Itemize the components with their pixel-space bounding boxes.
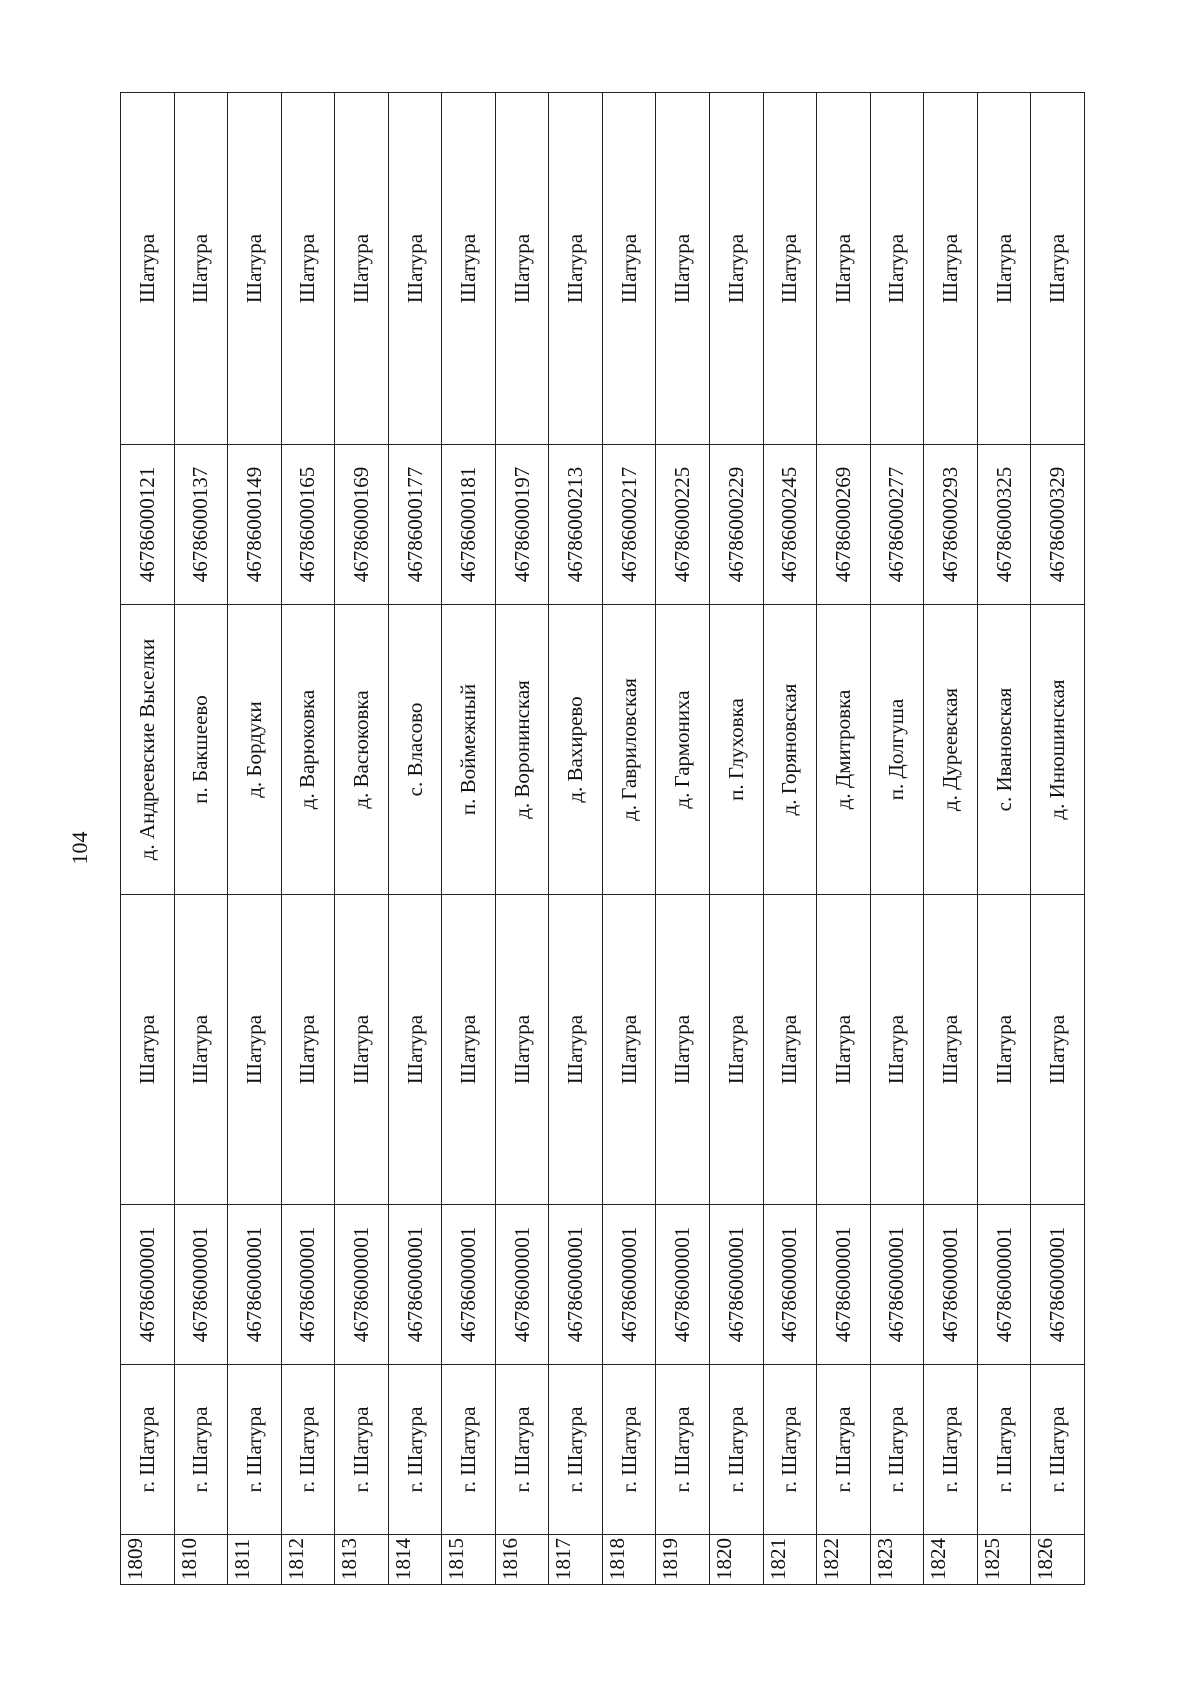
city-cell: г. Шатура	[924, 1365, 978, 1535]
place-cell: п. Глуховка	[710, 605, 764, 895]
code-cell: 46786000001	[442, 1205, 496, 1365]
city-cell: г. Шатура	[710, 1365, 764, 1535]
settlement-cell: Шатура	[656, 93, 710, 445]
city-cell: г. Шатура	[602, 1365, 656, 1535]
settlement-cell: Шатура	[1031, 93, 1085, 445]
code-cell: 46786000001	[281, 1205, 335, 1365]
place-code-cell: 46786000329	[1031, 445, 1085, 605]
code-cell: 46786000001	[710, 1205, 764, 1365]
table-row	[388, 93, 442, 1585]
place-code-cell: 46786000137	[174, 445, 228, 605]
city-cell: г. Шатура	[656, 1365, 710, 1535]
code-cell: 46786000001	[977, 1205, 1031, 1365]
settlement-cell: Шатура	[335, 895, 389, 1205]
city-cell: г. Шатура	[495, 1365, 549, 1535]
place-cell: с. Власово	[388, 605, 442, 895]
settlement-cell: Шатура	[870, 895, 924, 1205]
settlement-cell: Шатура	[710, 895, 764, 1205]
city-cell: г. Шатура	[121, 1365, 175, 1535]
place-code-cell: 46786000213	[549, 445, 603, 605]
row-number: 1826	[1031, 1535, 1085, 1585]
table-row	[870, 93, 924, 1585]
place-code-cell: 46786000165	[281, 445, 335, 605]
settlement-cell: Шатура	[549, 93, 603, 445]
settlement-cell: Шатура	[495, 93, 549, 445]
row-number: 1822	[817, 1535, 871, 1585]
place-code-cell: 46786000277	[870, 445, 924, 605]
code-cell: 46786000001	[924, 1205, 978, 1365]
settlement-cell: Шатура	[817, 895, 871, 1205]
place-code-cell: 46786000325	[977, 445, 1031, 605]
table-row	[442, 93, 496, 1585]
table-row	[174, 93, 228, 1585]
settlement-cell: Шатура	[549, 895, 603, 1205]
table-row	[656, 93, 710, 1585]
code-cell: 46786000001	[228, 1205, 282, 1365]
settlement-cell: Шатура	[817, 93, 871, 445]
table-row	[977, 93, 1031, 1585]
code-cell: 46786000001	[495, 1205, 549, 1365]
row-number: 1824	[924, 1535, 978, 1585]
table-row	[924, 93, 978, 1585]
code-cell: 46786000001	[656, 1205, 710, 1365]
row-number: 1818	[602, 1535, 656, 1585]
place-code-cell: 46786000149	[228, 445, 282, 605]
city-cell: г. Шатура	[388, 1365, 442, 1535]
rotated-table	[120, 93, 1085, 1585]
settlement-cell: Шатура	[924, 895, 978, 1205]
table-row	[817, 93, 871, 1585]
place-cell: д. Гармониха	[656, 605, 710, 895]
settlements-table	[120, 92, 1085, 1585]
settlement-cell: Шатура	[174, 93, 228, 445]
code-cell: 46786000001	[1031, 1205, 1085, 1365]
place-cell: п. Бакшеево	[174, 605, 228, 895]
settlement-cell: Шатура	[763, 93, 817, 445]
row-number: 1815	[442, 1535, 496, 1585]
city-cell: г. Шатура	[1031, 1365, 1085, 1535]
code-cell: 46786000001	[121, 1205, 175, 1365]
table-row	[763, 93, 817, 1585]
settlement-cell: Шатура	[602, 93, 656, 445]
row-number: 1820	[710, 1535, 764, 1585]
place-cell: д. Андреевские Выселки	[121, 605, 175, 895]
place-cell: д. Горяновская	[763, 605, 817, 895]
table-row	[228, 93, 282, 1585]
row-number: 1821	[763, 1535, 817, 1585]
row-number: 1816	[495, 1535, 549, 1585]
place-code-cell: 46786000121	[121, 445, 175, 605]
row-number: 1810	[174, 1535, 228, 1585]
settlement-cell: Шатура	[977, 93, 1031, 445]
place-cell: д. Воронинская	[495, 605, 549, 895]
row-number: 1817	[549, 1535, 603, 1585]
city-cell: г. Шатура	[870, 1365, 924, 1535]
table-row	[1031, 93, 1085, 1585]
table-body	[121, 93, 1085, 1585]
city-cell: г. Шатура	[174, 1365, 228, 1535]
place-code-cell: 46786000181	[442, 445, 496, 605]
city-cell: г. Шатура	[549, 1365, 603, 1535]
row-number: 1814	[388, 1535, 442, 1585]
city-cell: г. Шатура	[817, 1365, 871, 1535]
place-code-cell: 46786000229	[710, 445, 764, 605]
table-row	[495, 93, 549, 1585]
page-number: 104	[67, 831, 92, 865]
place-cell: д. Варюковка	[281, 605, 335, 895]
settlement-cell: Шатура	[335, 93, 389, 445]
place-cell: д. Инюшинская	[1031, 605, 1085, 895]
table-row	[281, 93, 335, 1585]
place-code-cell: 46786000269	[817, 445, 871, 605]
settlement-cell: Шатура	[442, 895, 496, 1205]
city-cell: г. Шатура	[281, 1365, 335, 1535]
settlement-cell: Шатура	[228, 93, 282, 445]
code-cell: 46786000001	[549, 1205, 603, 1365]
settlement-cell: Шатура	[656, 895, 710, 1205]
place-cell: п. Долгуша	[870, 605, 924, 895]
settlement-cell: Шатура	[763, 895, 817, 1205]
code-cell: 46786000001	[870, 1205, 924, 1365]
code-cell: 46786000001	[335, 1205, 389, 1365]
row-number: 1812	[281, 1535, 335, 1585]
city-cell: г. Шатура	[977, 1365, 1031, 1535]
table-row	[602, 93, 656, 1585]
code-cell: 46786000001	[174, 1205, 228, 1365]
settlement-cell: Шатура	[710, 93, 764, 445]
settlement-cell: Шатура	[388, 93, 442, 445]
settlement-cell: Шатура	[495, 895, 549, 1205]
settlement-cell: Шатура	[924, 93, 978, 445]
place-cell: п. Воймежный	[442, 605, 496, 895]
place-code-cell: 46786000197	[495, 445, 549, 605]
place-code-cell: 46786000177	[388, 445, 442, 605]
settlement-cell: Шатура	[121, 895, 175, 1205]
settlement-cell: Шатура	[977, 895, 1031, 1205]
row-number: 1811	[228, 1535, 282, 1585]
code-cell: 46786000001	[817, 1205, 871, 1365]
city-cell: г. Шатура	[228, 1365, 282, 1535]
settlement-cell: Шатура	[602, 895, 656, 1205]
place-cell: д. Дуреевская	[924, 605, 978, 895]
row-number: 1809	[121, 1535, 175, 1585]
table-row	[710, 93, 764, 1585]
table-row	[549, 93, 603, 1585]
place-code-cell: 46786000225	[656, 445, 710, 605]
table-row	[121, 93, 175, 1585]
row-number: 1813	[335, 1535, 389, 1585]
settlement-cell: Шатура	[1031, 895, 1085, 1205]
code-cell: 46786000001	[388, 1205, 442, 1365]
settlement-cell: Шатура	[281, 895, 335, 1205]
row-number: 1825	[977, 1535, 1031, 1585]
city-cell: г. Шатура	[442, 1365, 496, 1535]
settlement-cell: Шатура	[121, 93, 175, 445]
place-cell: д. Дмитровка	[817, 605, 871, 895]
settlement-cell: Шатура	[228, 895, 282, 1205]
code-cell: 46786000001	[602, 1205, 656, 1365]
city-cell: г. Шатура	[763, 1365, 817, 1535]
settlement-cell: Шатура	[174, 895, 228, 1205]
place-cell: д. Вахирево	[549, 605, 603, 895]
settlement-cell: Шатура	[870, 93, 924, 445]
place-cell: д. Гавриловская	[602, 605, 656, 895]
city-cell: г. Шатура	[335, 1365, 389, 1535]
place-code-cell: 46786000217	[602, 445, 656, 605]
settlement-cell: Шатура	[442, 93, 496, 445]
place-code-cell: 46786000293	[924, 445, 978, 605]
place-cell: д. Бордуки	[228, 605, 282, 895]
row-number: 1819	[656, 1535, 710, 1585]
place-cell: д. Васюковка	[335, 605, 389, 895]
place-code-cell: 46786000169	[335, 445, 389, 605]
place-code-cell: 46786000245	[763, 445, 817, 605]
row-number: 1823	[870, 1535, 924, 1585]
settlement-cell: Шатура	[281, 93, 335, 445]
code-cell: 46786000001	[763, 1205, 817, 1365]
document-table-region	[120, 93, 1085, 1585]
place-cell: с. Ивановская	[977, 605, 1031, 895]
settlement-cell: Шатура	[388, 895, 442, 1205]
table-row	[335, 93, 389, 1585]
